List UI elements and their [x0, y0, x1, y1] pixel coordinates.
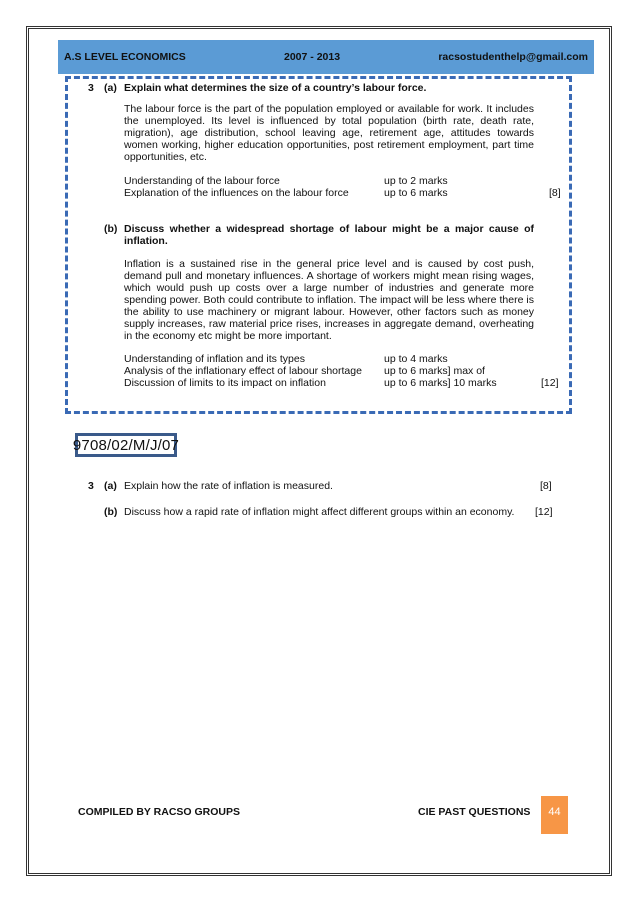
mark-value: up to 4 marks	[384, 353, 448, 365]
mark-total: [8]	[549, 187, 561, 199]
mark-item: Understanding of inflation and its types	[124, 353, 305, 365]
part-a-answer: The labour force is the part of the population employed or available for work. It includes the unemployed. Its level is influenced by total population (birth rate, death rate, migration), age distribution, school leaving age, retirement age, attitudes towards women working, higher education opportunities, post retirement employment, part time opportunities, etc.	[124, 103, 534, 163]
header-email: racsostudenthelp@gmail.com	[438, 51, 588, 63]
question-number: 3	[88, 480, 94, 492]
mark-value: up to 2 marks	[384, 175, 448, 187]
part-a-label: (a)	[104, 82, 117, 94]
part-b-question-line1: Discuss whether a widespread shortage of labour might be a major cause of	[124, 223, 534, 235]
footer-compiled-by: COMPILED BY RACSO GROUPS	[78, 806, 240, 818]
mark-item: Analysis of the inflationary effect of labour shortage	[124, 365, 362, 377]
part-a-label: (a)	[104, 480, 117, 492]
mark-item: Explanation of the influences on the labour force	[124, 187, 349, 199]
footer-source: CIE PAST QUESTIONS	[418, 806, 531, 818]
header-years: 2007 - 2013	[284, 51, 341, 63]
part-a-question: Explain what determines the size of a country’s labour force.	[124, 82, 427, 94]
mark-value: up to 6 marks	[384, 187, 448, 199]
question-number: 3	[88, 82, 94, 94]
paper-reference: 9708/02/M/J/07	[75, 433, 177, 457]
header-subject: A.S LEVEL ECONOMICS	[64, 51, 186, 63]
part-b-marks: [12]	[535, 506, 553, 518]
mark-item: Understanding of the labour force	[124, 175, 280, 187]
part-a-marks: [8]	[540, 480, 552, 492]
page-header	[58, 40, 594, 74]
part-b-answer: Inflation is a sustained rise in the general price level and is caused by cost push, demand pull and monetary influences. A shortage of workers might mean rising wages, which would push up costs over a large number of industries and generate more spending power. Both could contribute to inflation. The impact will be less where there is the ability to use machinery or migrant labour. However, other factors such as money supply increases, raw material price rises, increases in aggregate demand, overheating in the economy etc might be more important.	[124, 258, 534, 342]
part-b-question: Discuss how a rapid rate of inflation might affect different groups within an economy.	[124, 506, 515, 518]
mark-value: up to 6 marks] 10 marks	[384, 377, 497, 389]
part-a-question: Explain how the rate of inflation is measured.	[124, 480, 333, 492]
mark-value: up to 6 marks] max of	[384, 365, 485, 377]
mark-total: [12]	[541, 377, 559, 389]
part-b-label: (b)	[104, 223, 118, 235]
mark-item: Discussion of limits to its impact on inflation	[124, 377, 326, 389]
part-b-label: (b)	[104, 506, 118, 518]
page-number: 44	[541, 796, 568, 834]
part-b-question-line2: inflation.	[124, 235, 168, 247]
